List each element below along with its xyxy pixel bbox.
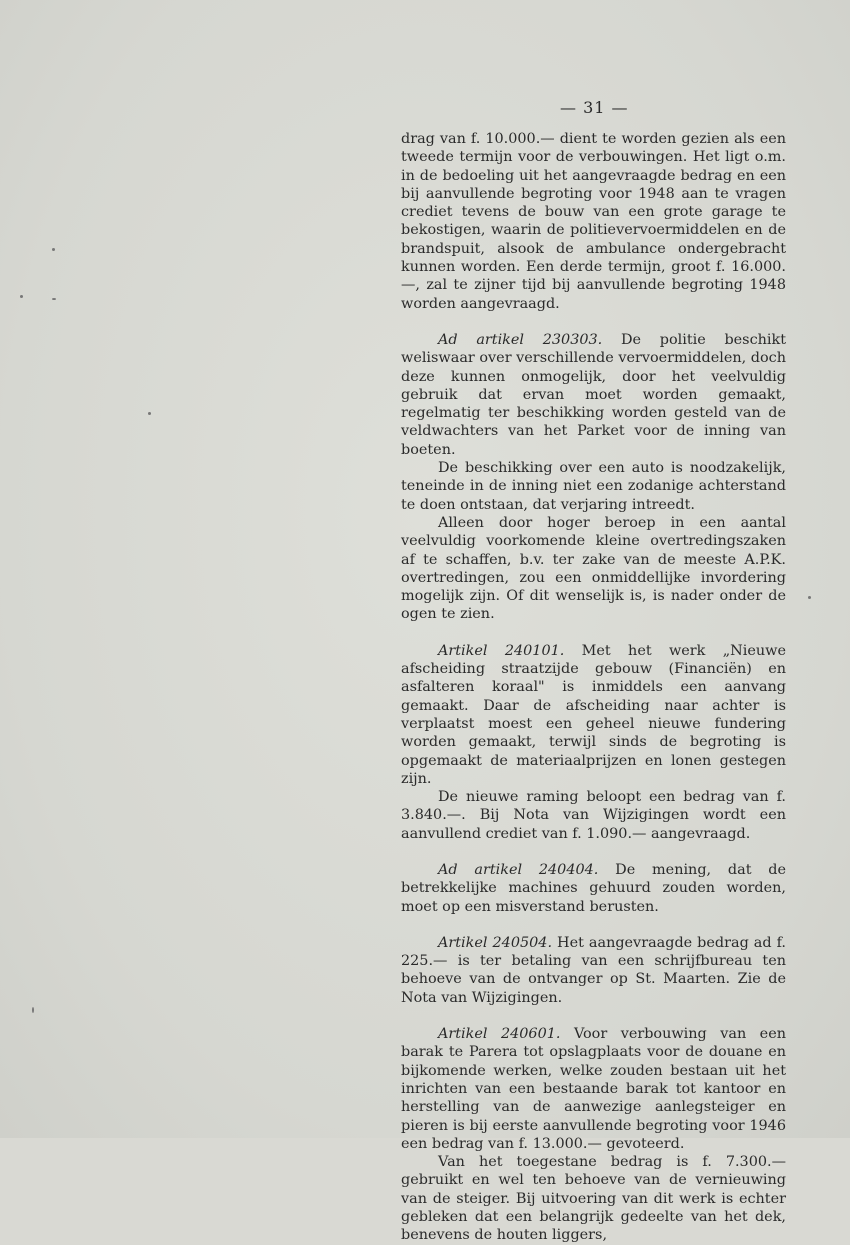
paragraph [401,331,786,459]
paragraph [401,788,786,843]
paragraph-text: Voor verbouwing van een barak te Parera tot opslagplaats voor de douane en bijkomende werken, welke zouden bestaan uit het inrichten van een bestaande barak tot kantoor en herstelling van de aanwezige aanlegsteiger en pieren is bij eerste aanvullende begroting voor 1946 een bedrag van f. 13.000.— gevoteerd. [401,1026,786,1152]
paper-speck [52,298,56,300]
paragraph-text: Met het werk „Nieuwe afscheiding straatzijde gebouw (Financiën) en asfalteren koraal" is inmiddels een aanvang gemaakt. Daar de afscheiding naar achter is verplaatst moest een geheel nieuwe fundering worden gemaakt, terwijl sinds de begroting is opgemaakt de materiaalprijzen en lonen gestegen zijn. [401,642,786,787]
paper-speck [20,295,23,298]
paragraph-text: Van het toegestane bedrag is f. 7.300.— gebruikt en wel ten behoeve van de vernieuwing van de steiger. Bij uitvoering van dit werk is echter gebleken dat een belangrijk gedeelte van het dek, benevens de houten liggers, [401,1154,786,1244]
paper-speck [52,248,55,251]
paragraph [401,642,786,788]
article-label: Artikel 240101. [438,642,565,659]
paragraph [401,514,786,624]
paragraph [401,1025,786,1153]
paper-speck [808,596,811,599]
article-label: Artikel 240601. [438,1026,561,1043]
paper-speck [32,1007,34,1013]
paragraph-text: De politie beschikt weliswaar over verschillende vervoermiddelen, doch deze kunnen onmogelijk, door het veelvuldig gebruik dat ervan moet worden gemaakt, regelmatig ter beschikking worden gesteld van de veldwachters van het Parket voor de inning van boeten. [401,331,786,458]
paragraph-text: Alleen door hoger beroep in een aantal veelvuldig voorkomende kleine overtredingszaken af te schaffen, b.v. ter zake van de meeste A.P.K. overtredingen, zou een onmiddellijke invordering mogelijk zijn. Of dit wenselijk is, is nader onder de ogen te zien. [401,514,786,623]
paragraph-text: De nieuwe raming beloopt een bedrag van f. 3.840.—. Bij Nota van Wijzigingen wordt een aanvullend crediet van f. 1.090.— aangevraagd. [401,789,786,842]
paragraph-text: De beschikking over een auto is noodzakelijk, teneinde in de inning niet een zodanige achterstand te doen ontstaan, dat verjaring intreedt. [401,460,786,513]
paragraph-text: De mening, dat de betrekkelijke machines gehuurd zouden worden, moet op een misverstand berusten. [401,861,786,915]
text-column [401,130,786,1245]
article-label: Ad artikel 240404. [438,861,599,878]
paragraph [401,861,786,916]
page-number: — 31 — [560,98,629,117]
paragraph [401,934,786,1007]
article-label: Ad artikel 230303. [438,331,603,348]
paragraph [401,1153,786,1244]
paper-speck [148,412,151,415]
paragraph [401,130,786,313]
paragraph [401,459,786,514]
paragraph-text: Het aangevraagde bedrag ad f. 225.— is ter betaling van een schrijfbureau ten behoeve van de ontvanger op St. Maarten. Zie de Nota van Wijzigingen. [401,934,786,1006]
paragraph-text: drag van f. 10.000.— dient te worden gezien als een tweede termijn voor de verbouwingen. Het ligt o.m. in de bedoeling uit het aangevraagde bedrag en een bij aanvullende begroting voor 1948 aan te vragen crediet tevens de bouw van een grote garage te bekostigen, waarin de politievervoermiddelen en de brandspuit, alsook de ambulance ondergebracht kunnen worden. Een derde termijn, groot f. 16.000.—, zal te zijner tijd bij aanvullende begroting 1948 worden aangevraagd. [401,131,786,312]
article-label: Artikel 240504. [438,934,553,951]
